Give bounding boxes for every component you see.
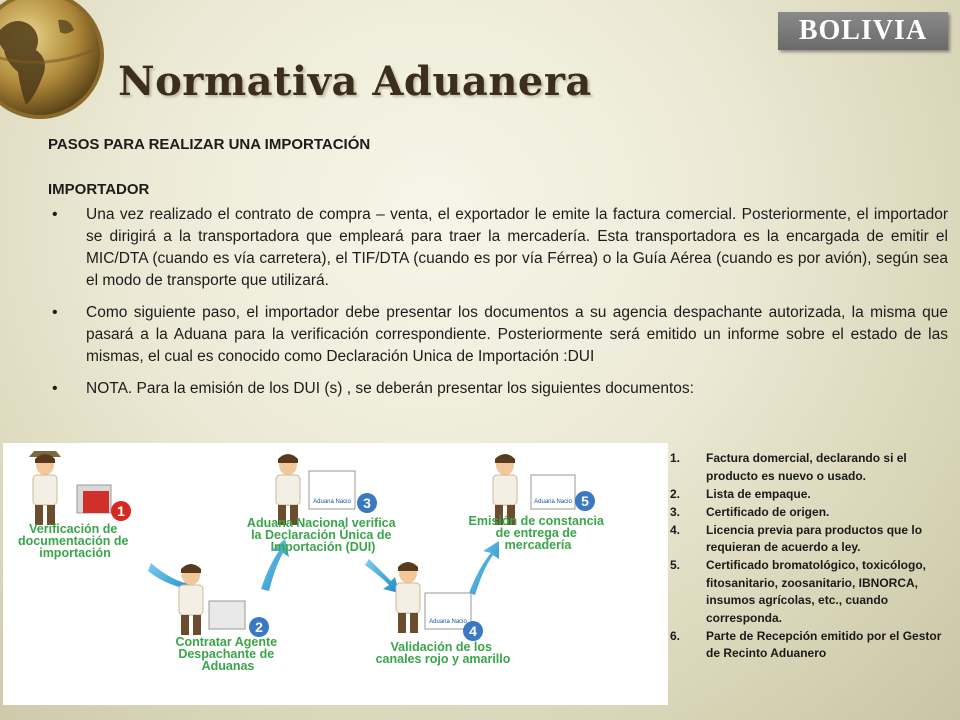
process-diagram-graphic (3, 443, 668, 705)
section-heading: PASOS PARA REALIZAR UNA IMPORTACIÓN (48, 136, 371, 153)
flow-arrow (469, 541, 499, 595)
step-5 (469, 454, 608, 552)
bullet-item: • Una vez realizado el contrato de compra – venta, el exportador le emite la factura comercial. Posteriormente, el importador se dirigirá a la transportadora que empleará para traer la mercadería. Esta transportadora es la encargada de emitir el MIC/DTA (cuando es vía carretera), el TIF/DTA (cuando es por vía Férrea) o la Guía Aérea (cuando es por avión), según sea el modo de transporte que utilizará. (48, 204, 948, 292)
document-item (670, 628, 955, 663)
step-4 (376, 562, 511, 666)
bullet-item: • NOTA. Para la emisión de los DUI (s) , se deberán presentar los siguientes documentos: (48, 378, 948, 400)
step-label: Contratar Agente Despachante de Aduanas (175, 635, 278, 673)
document-number: 3. (670, 504, 681, 519)
document-number: 2. (670, 486, 681, 501)
document-item (670, 557, 955, 627)
document-item (670, 486, 955, 504)
document-number: 4. (670, 522, 681, 537)
document-number: 6. (670, 628, 681, 643)
step-label: Validación de los canales rojo y amarillo (375, 640, 511, 666)
main-content (48, 136, 948, 410)
step-1 (18, 451, 132, 560)
step-label: Aduana Nacional verifica la Declaración Única de Importación (DUI) (246, 516, 396, 554)
required-documents-list (670, 450, 955, 663)
step-label: Emisión de constancia de entrega de mercadería (468, 514, 604, 552)
document-text: Lista de empaque. (706, 486, 811, 501)
globe-icon (0, 0, 110, 130)
document-item (670, 504, 955, 522)
step-number: 3 (363, 495, 371, 511)
flow-arrow (365, 559, 399, 593)
step-number: 2 (255, 619, 263, 635)
doc-label: Aduana Nacio (534, 499, 572, 505)
process-diagram (3, 443, 668, 705)
step-number: 5 (581, 493, 589, 509)
document-text: Licencia previa para productos que lo requieran de acuerdo a ley. (706, 522, 923, 554)
bullet-item: • Como siguiente paso, el importador debe presentar los documentos a su agencia despachante autorizada, la misma que pasará a la Aduana para la verificación correspondiente. Posteriormente será emitido un informe sobre el estado de las mismas, el cual es conocido como Declaración Unica de Importación :DUI (48, 302, 948, 368)
section-subheading: IMPORTADOR (48, 181, 150, 198)
step-label: Verificación de documentación de importación (18, 522, 129, 560)
document-item (670, 522, 955, 557)
doc-label: Aduana Nacio (313, 499, 351, 505)
bullet-list (48, 204, 948, 400)
document-text: Certificado bromatológico, toxicólogo, fitosanitario, zoosanitario, IBNORCA, insumos agrícolas, etc., cuando corresponda. (706, 558, 927, 625)
step-number: 4 (469, 623, 477, 639)
document-number: 5. (670, 558, 681, 572)
document-text: Certificado de origen. (706, 504, 830, 519)
step-number: 1 (117, 503, 125, 519)
page-title: Normativa Aduanera (118, 58, 592, 105)
country-badge: BOLIVIA (778, 12, 948, 50)
document-item (670, 450, 955, 485)
doc-label: Aduana Nacio (429, 619, 467, 625)
document-text: Factura domercial, declarando si el producto es nuevo o usado. (706, 451, 907, 483)
document-text: Parte de Recepción emitido por el Gestor de Recinto Aduanero (706, 628, 942, 660)
document-number: 1. (670, 451, 681, 465)
step-3 (247, 454, 399, 554)
